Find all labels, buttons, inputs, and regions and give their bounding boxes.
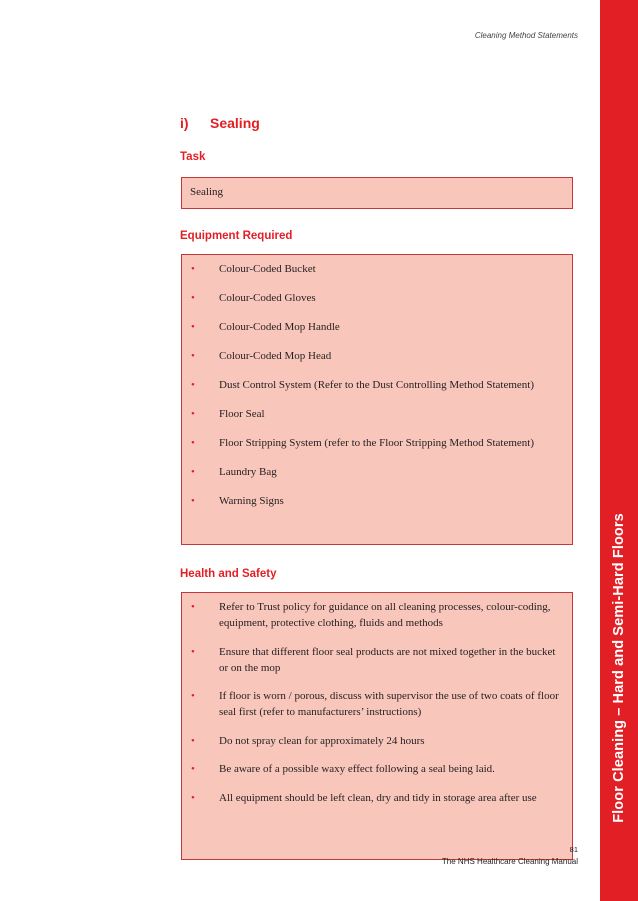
bullet-icon: • [191,466,195,478]
bullet-icon: • [191,791,195,804]
list-item-text: Floor Stripping System (refer to the Floor Stripping Method Statement) [219,437,534,449]
running-header: Cleaning Method Statements [474,31,578,40]
bullet-icon: • [191,495,195,507]
list-item-text: Ensure that different floor seal products are not mixed together in the bucket or on the mop [219,645,556,674]
bullet-icon: • [191,437,195,449]
side-band [600,0,638,901]
list-item [182,644,562,676]
list-item-text: Colour-Coded Mop Handle [219,321,340,333]
list-item [182,790,562,806]
list-item-text: Be aware of a possible waxy effect following a seal being laid. [219,763,495,775]
equipment-box [181,254,573,545]
list-item [182,464,562,480]
list-item [182,377,562,393]
health-safety-list [182,599,562,806]
task-heading: Task [180,151,206,163]
bullet-icon: • [191,690,195,702]
list-item [182,761,562,777]
task-value: Sealing [190,186,223,198]
list-item [182,688,562,720]
page-number: 81 [569,845,578,854]
list-item-text: Warning Signs [219,495,284,507]
list-item [182,435,562,451]
list-item [182,733,562,749]
list-item [182,493,562,509]
bullet-icon: • [191,408,195,420]
list-item [182,348,562,364]
bullet-icon: • [191,321,195,333]
list-item-text: All equipment should be left clean, dry and tidy in storage area after use [219,791,537,804]
health-safety-heading: Health and Safety [180,568,277,580]
bullet-icon: • [191,263,195,275]
bullet-icon: • [191,350,195,362]
list-item-text: Colour-Coded Gloves [219,292,316,304]
bullet-icon: • [191,292,195,304]
health-safety-box [181,592,573,860]
list-item [182,319,562,335]
section-number: i) [180,115,189,131]
bullet-icon: • [191,645,195,658]
list-item [182,290,562,306]
list-item-text: Dust Control System (Refer to the Dust Controlling Method Statement) [219,379,534,391]
section-title [180,115,260,131]
list-item-text: Laundry Bag [219,466,277,478]
list-item-text: Colour-Coded Mop Head [219,350,332,362]
equipment-heading: Equipment Required [180,230,293,242]
bullet-icon: • [191,601,195,613]
side-band-text: Floor Cleaning – Hard and Semi-Hard Floors [611,513,627,823]
manual-title: The NHS Healthcare Cleaning Manual [441,857,578,866]
list-item-text: If floor is worn / porous, discuss with supervisor the use of two coats of floor seal first (refer to manufacturers’ instructions) [219,690,559,718]
equipment-list [182,261,562,509]
task-box [181,177,573,209]
list-item [182,599,562,631]
list-item-text: Colour-Coded Bucket [219,263,316,275]
list-item [182,261,562,277]
list-item-text: Floor Seal [219,408,265,420]
bullet-icon: • [191,734,195,747]
section-title-text: Sealing [210,115,260,131]
list-item [182,406,562,422]
bullet-icon: • [191,763,195,775]
list-item-text: Do not spray clean for approximately 24 hours [219,734,425,747]
bullet-icon: • [191,379,195,391]
list-item-text: Refer to Trust policy for guidance on all cleaning processes, colour-coding, equipment, protective clothing, fluids and methods [219,601,551,629]
